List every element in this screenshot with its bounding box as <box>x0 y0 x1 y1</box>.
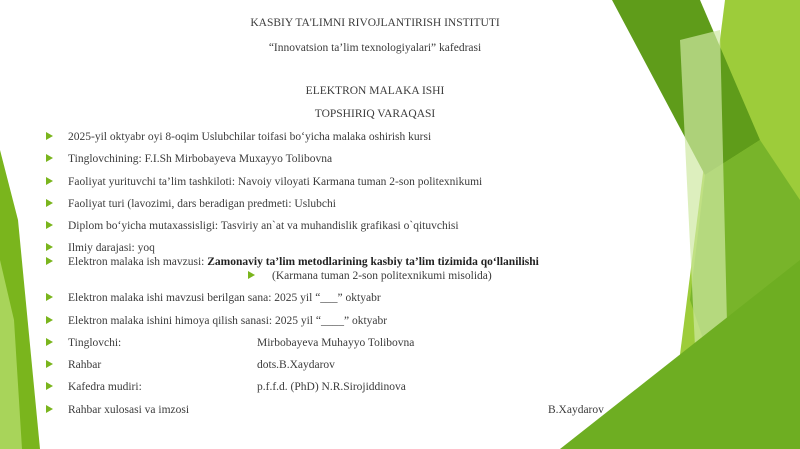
triangle-bullet-icon <box>46 382 53 390</box>
list-item-label: Elektron malaka ishini himoya qilish sanasi: 2025 yil “____” oktyabr <box>68 315 388 327</box>
triangle-bullet-icon <box>46 177 53 185</box>
list-item-label: Faoliyat turi (lavozimi, dars beradigan predmeti: Uslubchi <box>68 198 336 210</box>
triangle-bullet-icon <box>46 316 53 324</box>
department-name: “Innovatsion ta’lim texnologiyalari” kafedrasi <box>268 42 482 54</box>
list-item-label: Tinglovchining: F.I.Sh Mirbobayeva Muxayyo Tolibovna <box>68 153 333 165</box>
list-item-label: Kafedra mudiri: <box>68 381 142 393</box>
document-subtitle: TOPSHIRIQ VARAQASI <box>314 108 436 120</box>
triangle-bullet-icon <box>46 338 53 346</box>
list-item-label: Ilmiy darajasi: yoq <box>68 242 155 254</box>
list-item-label: 2025-yil oktyabr oyi 8-oqim Uslubchilar toifasi bo‘yicha malaka oshirish kursi <box>68 131 432 143</box>
triangle-bullet-icon <box>46 221 53 229</box>
triangle-bullet-icon <box>248 271 255 279</box>
topic-title: Zamonaviy ta’lim metodlarining kasbiy ta’lim tizimida qo‘llanilishi <box>207 256 539 268</box>
list-item-value: p.f.f.d. (PhD) N.R.Sirojiddinova <box>257 381 406 393</box>
list-item-label: Rahbar xulosasi va imzosi <box>68 404 190 416</box>
bottom-right-green-wedge <box>560 260 800 449</box>
document-title: ELEKTRON MALAKA ISHI <box>305 85 445 97</box>
topic-subtitle-text: (Karmana tuman 2-son politexnikumi misolida) <box>272 270 492 282</box>
triangle-bullet-icon <box>46 199 53 207</box>
triangle-bullet-icon <box>46 132 53 140</box>
list-item-label: Diplom bo‘yicha mutaxassisligi: Tasviriy an`at va muhandislik grafikasi o`qituvchisi <box>68 220 459 232</box>
topic-label: Elektron malaka ish mavzusi: <box>68 256 208 268</box>
triangle-bullet-icon <box>46 257 53 265</box>
triangle-bullet-icon <box>46 293 53 301</box>
triangle-bullet-icon <box>46 405 53 413</box>
list-item-value: Mirbobayeva Muhayyo Tolibovna <box>257 337 415 349</box>
list-item-label: Tinglovchi: <box>68 337 122 349</box>
triangle-bullet-icon <box>46 154 53 162</box>
institute-name: KASBIY TA'LIMNI RIVOJLANTIRISH INSTITUTI <box>250 17 500 29</box>
triangle-bullet-icon <box>46 360 53 368</box>
signature-name: B.Xaydarov <box>548 404 604 416</box>
triangle-bullet-icon <box>46 243 53 251</box>
list-item-label: Elektron malaka ishi mavzusi berilgan sana: 2025 yil “___” oktyabr <box>68 292 381 304</box>
list-item-label: Rahbar <box>68 359 102 371</box>
list-item-label: Faoliyat yurituvchi ta’lim tashkiloti: Navoiy viloyati Karmana tuman 2-son politexnikumi <box>68 176 483 188</box>
list-item-value: dots.B.Xaydarov <box>257 359 335 371</box>
